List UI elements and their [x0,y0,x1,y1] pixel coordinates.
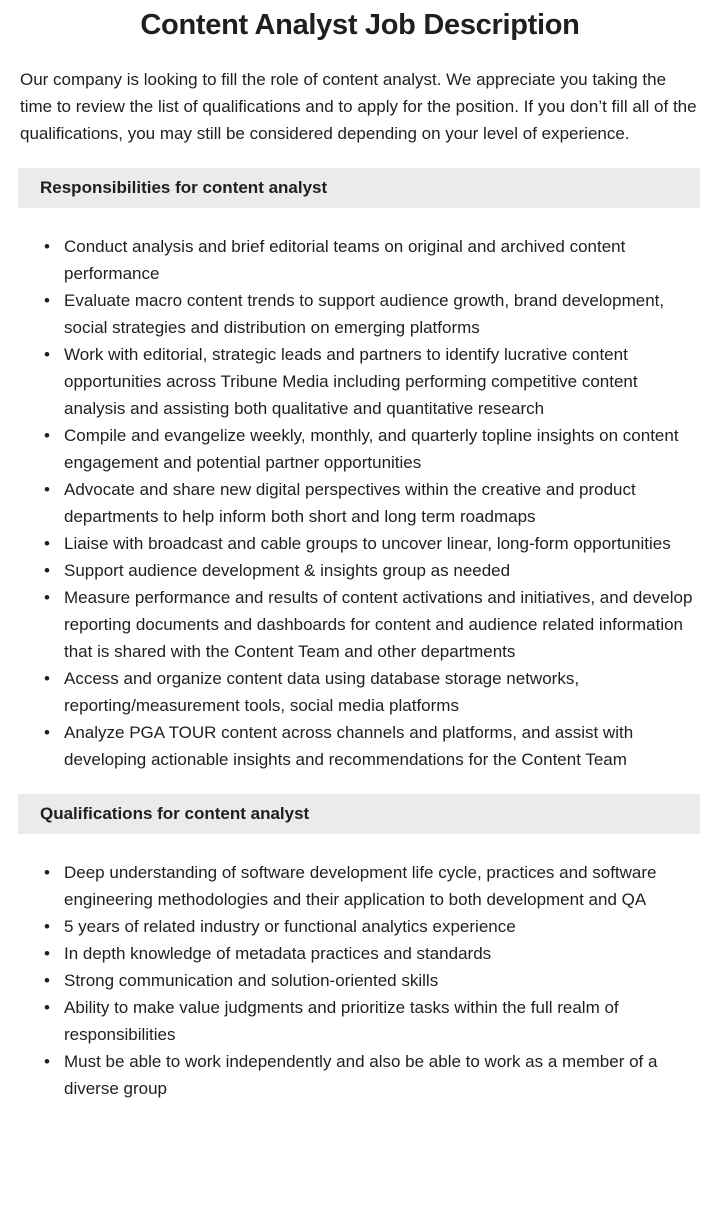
list-item: • Analyze PGA TOUR content across channels and platforms, and assist with developing actionable insights and recommendations for the Content Team [44,719,700,773]
list-item: • Work with editorial, strategic leads and partners to identify lucrative content opportunities across Tribune Media including performing competitive content analysis and assisting both qualitative and quantitative research [44,341,700,422]
list-item: • 5 years of related industry or functional analytics experience [44,913,700,940]
list-item: • Support audience development & insights group as needed [44,557,700,584]
list-item: • Conduct analysis and brief editorial teams on original and archived content performance [44,233,700,287]
section-heading-label: Responsibilities for content analyst [40,178,328,197]
section-heading-bar [18,168,700,208]
list-item: • Advocate and share new digital perspectives within the creative and product departments to help inform both short and long term roadmaps [44,476,700,530]
list-item: • Compile and evangelize weekly, monthly, and quarterly topline insights on content engagement and potential partner opportunities [44,422,700,476]
section-heading-bar [18,794,700,834]
section-qualifications [20,794,700,1102]
section-heading-label: Qualifications for content analyst [40,804,310,823]
list-item: • Must be able to work independently and also be able to work as a member of a diverse group [44,1048,700,1102]
responsibilities-list [20,233,700,773]
list-item: • Deep understanding of software development life cycle, practices and software engineering methodologies and their application to both development and QA [44,859,700,913]
qualifications-list [20,859,700,1102]
list-item: • In depth knowledge of metadata practices and standards [44,940,700,967]
page-title: Content Analyst Job Description [140,9,580,41]
list-item: • Strong communication and solution-oriented skills [44,967,700,994]
list-item: • Ability to make value judgments and prioritize tasks within the full realm of responsibilities [44,994,700,1048]
list-item: • Evaluate macro content trends to support audience growth, brand development, social strategies and distribution on emerging platforms [44,287,700,341]
list-item: • Measure performance and results of content activations and initiatives, and develop reporting documents and dashboards for content and audience related information that is shared with the Content Team and other departments [44,584,700,665]
section-responsibilities [20,168,700,773]
intro-paragraph: Our company is looking to fill the role of content analyst. We appreciate you taking the time to review the list of qualifications and to apply for the position. If you don’t fill all of the qualifications, you may still be considered depending on your level of experience. [20,70,697,143]
list-item: • Access and organize content data using database storage networks, reporting/measurement tools, social media platforms [44,665,700,719]
list-item: • Liaise with broadcast and cable groups to uncover linear, long-form opportunities [44,530,700,557]
